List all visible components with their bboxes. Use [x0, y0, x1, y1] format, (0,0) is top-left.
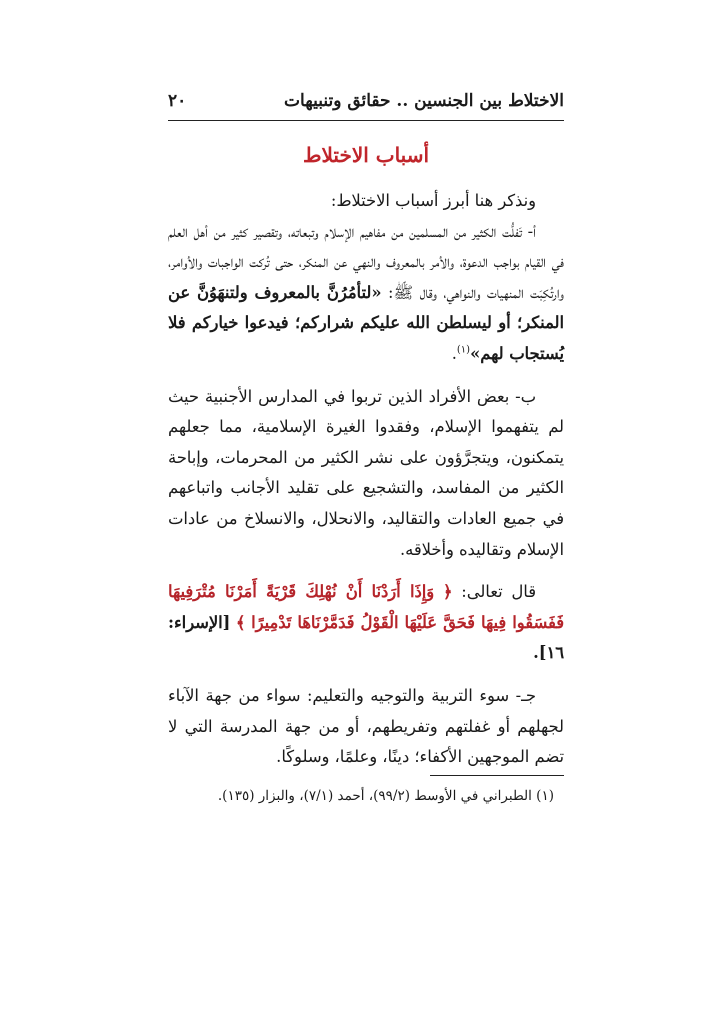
footnote-rule: [430, 775, 564, 776]
spacer: [168, 669, 564, 681]
paragraph-a-text: أ- تَفلُّت الكثير من المسلمين من مفاهيم الإسلام وتبعاته، وتقصير كثير من أهل العلم في القيام بواجب الدعوة، والأمر بالمعروف والنهي عن المنكر، حتى تُركت الواجبات والأوامر، وارتُكِبَت المنهيات والنواهي، وقال ﷺ:: [168, 221, 564, 302]
paragraph-a: [168, 217, 564, 370]
paragraph-c: جـ- سوء التربية والتوجيه والتعليم: سواء من جهة الآباء لجهلهم أو غفلتهم وتفريطهم، أو من جهة المدرسة التي لا تضم الموجهين الأكفاء؛ دينًا، وعلمًا، وسلوكًا.: [168, 685, 564, 767]
section-heading: أسباب الاختلاط: [302, 143, 430, 167]
running-title: الاختلاط بين الجنسين .. حقائق وتنبيهات: [284, 91, 564, 111]
footnote-ref: (١): [456, 344, 471, 356]
spacer: [168, 370, 564, 382]
verse-close-bracket: ﴾: [235, 612, 246, 632]
verse-paragraph: [168, 577, 564, 669]
verse-open-bracket: ﴿: [442, 582, 453, 602]
intro-paragraph: ونذكر هنا أبرز أسباب الاختلاط:: [330, 191, 536, 210]
page-number: ٢٠: [168, 91, 187, 111]
hadith-quote: «لتأمُرُنَّ بالمعروف ولتنهَوُنَّ عن المنكر؛ أو ليسلطن الله عليكم شراركم؛ فيدعوا خياركم فلا يُستجاب لهم»: [168, 282, 564, 363]
quran-verse: وَإِذَا أَرَدْنَا أَنْ نُهْلِكَ قَرْيَةً أَمَرْنَا مُتْرَفِيهَا فَفَسَقُوا فِيهَا فَحَقَّ عَلَيْهَا الْقَوْلُ فَدَمَّرْنَاهَا تَدْمِيرًا: [168, 582, 564, 632]
body-text: [168, 186, 564, 773]
spacer: [168, 565, 564, 577]
footnote: (١) الطبراني في الأوسط (٩٩/٢)، أحمد (٧/١)، والبزار (١٣٥).: [217, 788, 554, 804]
paragraph-b: ب- بعض الأفراد الذين تربوا في المدارس الأجنبية حيث لم يتفهموا الإسلام، وفقدوا الغيرة الإسلامية، مما جعلهم يتمكنون، ويتجرَّؤون على نشر الكثير من المحرمات، وإباحة الكثير من المفاسد، والتشجيع على تقليد الأجانب واتباعهم في جميع العادات والتقاليد، والانحلال، والانسلاخ من عادات الإسلام وتقاليده وأخلاقه.: [168, 386, 564, 559]
verse-intro: قال تعالى:: [461, 582, 536, 602]
header-rule: [168, 120, 564, 121]
paragraph-a-end: .: [451, 343, 457, 363]
page-header: [168, 86, 564, 116]
verse-citation: [الإسراء: ١٦].: [168, 612, 564, 663]
